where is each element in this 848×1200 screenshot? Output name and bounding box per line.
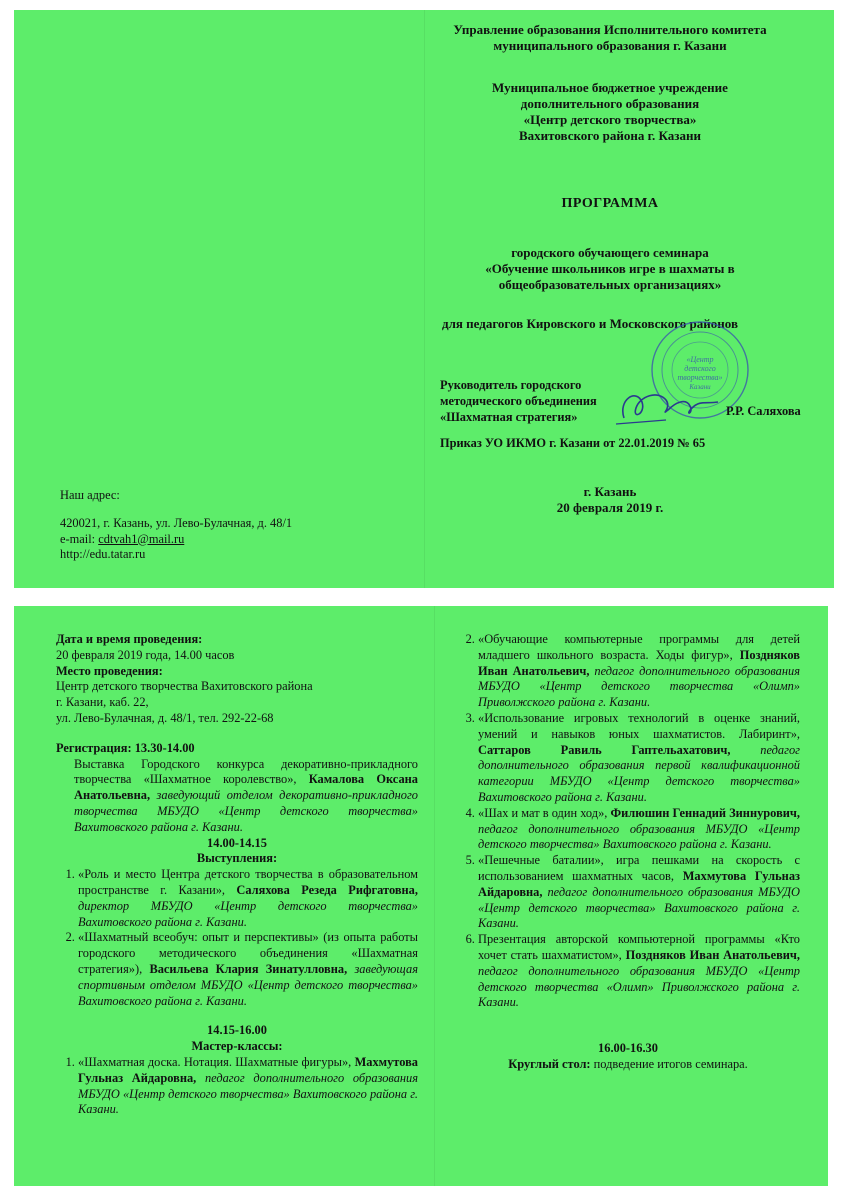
- seminar-line: «Обучение школьников игре в шахматы в: [485, 261, 735, 276]
- place-line: г. Казани, каб. 22,: [56, 695, 149, 710]
- roundtable-label: Круглый стол:: [508, 1056, 591, 1071]
- masterclasses-label: Мастер-классы:: [191, 1039, 283, 1054]
- head-line: «Шахматная стратегия»: [440, 409, 578, 424]
- header-line: муниципального образования г. Казани: [493, 38, 727, 53]
- masterclasses-time: 14.15-16.00: [207, 1023, 267, 1038]
- address-block: [60, 488, 340, 563]
- masterclasses-list-part1: [56, 1055, 418, 1118]
- list-item: 1. «Шахматная доска. Нотация. Шахматные фигуры», Махмутова Гульназ Айдаровна, педагог дополнительного образования МБУДО «Центр детского творчества» Вахитовского района г. Казани.: [78, 1055, 418, 1118]
- address-street: 420021, г. Казань, ул. Лево-Булачная, д. 48/1: [60, 515, 293, 530]
- head-line: Руководитель городского: [440, 378, 582, 392]
- svg-text:Казани: Казани: [689, 383, 711, 391]
- institution-line: Вахитовского района г. Казани: [518, 128, 701, 143]
- address-email: [60, 532, 340, 548]
- person-name: Васильева Клария Зинатулловна,: [149, 961, 348, 976]
- audience: для педагогов Кировского и Московского районов: [442, 316, 738, 331]
- email-link[interactable]: cdtvah1@mail.ru: [98, 531, 185, 546]
- roundtable-time: 16.00-16.30: [598, 1041, 658, 1056]
- program-title: ПРОГРАММА: [561, 196, 659, 211]
- person-name: Поздняков Иван Анатольевич,: [625, 947, 800, 962]
- left-column: [56, 632, 418, 1118]
- order-line: Приказ УО ИКМО г. Казани от 22.01.2019 № 65: [440, 436, 706, 450]
- talks-label: Выступления:: [196, 851, 278, 866]
- person-role: педагог дополнительного образования МБУДО «Центр детского творчества» Вахитовского района г. Казани.: [478, 884, 800, 931]
- list-item: 2. «Обучающие компьютерные программы для детей младшего школьного возраста. Ходы фигур», Поздняков Иван Анатольевич, педагог дополнительного образования МБУДО «Центр детского творчества «Олимп» Приволжского района г. Казани.: [478, 632, 800, 711]
- place-label: Место проведения:: [56, 663, 163, 678]
- head-name: Р.Р. Саляхова: [726, 404, 801, 418]
- person-role: педагог дополнительного образования МБУДО «Центр детского творчества «Олимп» Приволжского района г. Казани.: [478, 663, 800, 710]
- list-item: 4. «Шах и мат в один ход», Филюшин Геннадий Зиннурович, педагог дополнительного образования МБУДО «Центр детского творчества» Вахитовского района г. Казани.: [478, 806, 800, 853]
- person-role: директор МБУДО «Центр детского творчества» Вахитовского района г. Казани.: [78, 898, 418, 929]
- seminar-line: городского обучающего семинара: [511, 245, 709, 260]
- roundtable-text: подведение итогов семинара.: [590, 1056, 748, 1071]
- person-name: Саляхова Резеда Рифгатовна,: [236, 882, 418, 897]
- department-header: [420, 22, 800, 54]
- date-value: 20 февраля 2019 года, 14.00 часов: [56, 647, 235, 662]
- list-item: 3. «Использование игровых технологий в оценке знаний, умений и навыков юных шахматистов. Лабиринт», Саттаров Равиль Гаптельахатович, педагог дополнительного образования первой квалификационной категории МБУДО «Центр детского творчества» Вахитовского района г. Казани.: [478, 711, 800, 806]
- person-role: педагог дополнительного образования МБУДО «Центр детского творчества» Вахитовского района г. Казани.: [78, 1070, 418, 1117]
- address-label: Наш адрес:: [60, 488, 120, 502]
- list-item: 5. «Пешечные баталии», игра пешками на скорость с использованием шахматных часов, Махмутова Гульназ Айдаровна, педагог дополнительного образования МБУДО «Центр детского творчества» Вахитовского района г. Казани.: [478, 853, 800, 932]
- person-name: Филюшин Геннадий Зиннурович,: [610, 805, 800, 820]
- head-line: методического объединения: [440, 393, 597, 408]
- person-name: Махмутова Гульназ Айдаровна,: [478, 868, 800, 899]
- person-role: заведующая спортивным отделом МБУДО «Центр детского творчества» Вахитовского района г. Казани.: [78, 961, 418, 1008]
- exhibition-text: Выставка Городского конкурса декоративно-прикладного творчества «Шахматное королевство»,: [74, 756, 418, 787]
- date: 20 февраля 2019 г.: [556, 500, 664, 515]
- list-item: 6. Презентация авторской компьютерной программы «Кто хочет стать шахматистом», Поздняков Иван Анатольевич, педагог дополнительного образования МБУДО «Центр детского творчества «Олимп» Приволжского района г. Казани.: [478, 932, 800, 1011]
- person-role: заведующий отделом декоративно-прикладного творчества МБУДО «Центр детского творчества» Вахитовского района г. Казани.: [74, 788, 418, 834]
- place-line: Центр детского творчества Вахитовского района: [56, 679, 313, 694]
- date-label: Дата и время проведения:: [56, 632, 203, 646]
- person-name: Поздняков Иван Анатольевич,: [478, 647, 800, 678]
- person-name: Камалова Оксана Анатольевна,: [74, 772, 418, 803]
- seminar-line: общеобразовательных организациях»: [498, 277, 722, 292]
- city-date-block: [420, 484, 800, 516]
- svg-text:творчества»: творчества»: [677, 373, 723, 382]
- person-role: педагог дополнительного образования первой квалификационной категории МБУДО «Центр детского творчества» Вахитовского района г. Казани.: [478, 742, 800, 804]
- institution-line: «Центр детского творчества»: [523, 112, 697, 127]
- roundtable-line: [456, 1057, 800, 1073]
- person-name: Махмутова Гульназ Айдаровна,: [78, 1054, 418, 1085]
- place-line: ул. Лево-Булачная, д. 48/1, тел. 292-22-68: [56, 710, 274, 725]
- institution-line: Муниципальное бюджетное учреждение: [492, 80, 728, 95]
- right-column: [456, 632, 800, 1073]
- fold-line: [434, 606, 435, 1186]
- institution-line: дополнительного образования: [520, 96, 700, 111]
- list-item: 2. «Шахматный всеобуч: опыт и перспективы» (из опыта работы городского методического объединения «Шахматная стратегия»), Васильева Клария Зинатулловна, заведующая спортивным отделом МБУДО «Центр детского творчества» Вахитовского района г. Казани.: [78, 930, 418, 1009]
- svg-text:«Центр: «Центр: [686, 355, 714, 364]
- head-block: [440, 378, 640, 425]
- person-role: педагог дополнительного образования МБУДО «Центр детского творчества «Олимп» Приволжского района г. Казани.: [478, 963, 800, 1010]
- site-link[interactable]: http://edu.tatar.ru: [60, 547, 146, 562]
- registration-label: Регистрация: 13.30-14.00: [56, 740, 195, 755]
- svg-text:детского: детского: [684, 364, 716, 373]
- institution-block: [420, 80, 800, 144]
- city: г. Казань: [583, 484, 637, 499]
- seminar-title: [420, 245, 800, 293]
- header-line: Управление образования Исполнительного комитета: [453, 22, 767, 37]
- email-label: e-mail:: [60, 531, 99, 546]
- talks-time: 14.00-14.15: [207, 835, 267, 850]
- person-name: Саттаров Равиль Гаптельахатович,: [478, 742, 731, 757]
- list-item: 1. «Роль и место Центра детского творчества в образовательном пространстве г. Казани», Саляхова Резеда Рифгатовна, директор МБУДО «Центр детского творчества» Вахитовского района г. Казани.: [78, 867, 418, 930]
- masterclasses-list-part2: [456, 632, 800, 1011]
- person-role: педагог дополнительного образования МБУДО «Центр детского творчества» Вахитовского района г. Казани.: [478, 821, 800, 852]
- registration-text: [56, 757, 418, 836]
- talks-list: [56, 867, 418, 1009]
